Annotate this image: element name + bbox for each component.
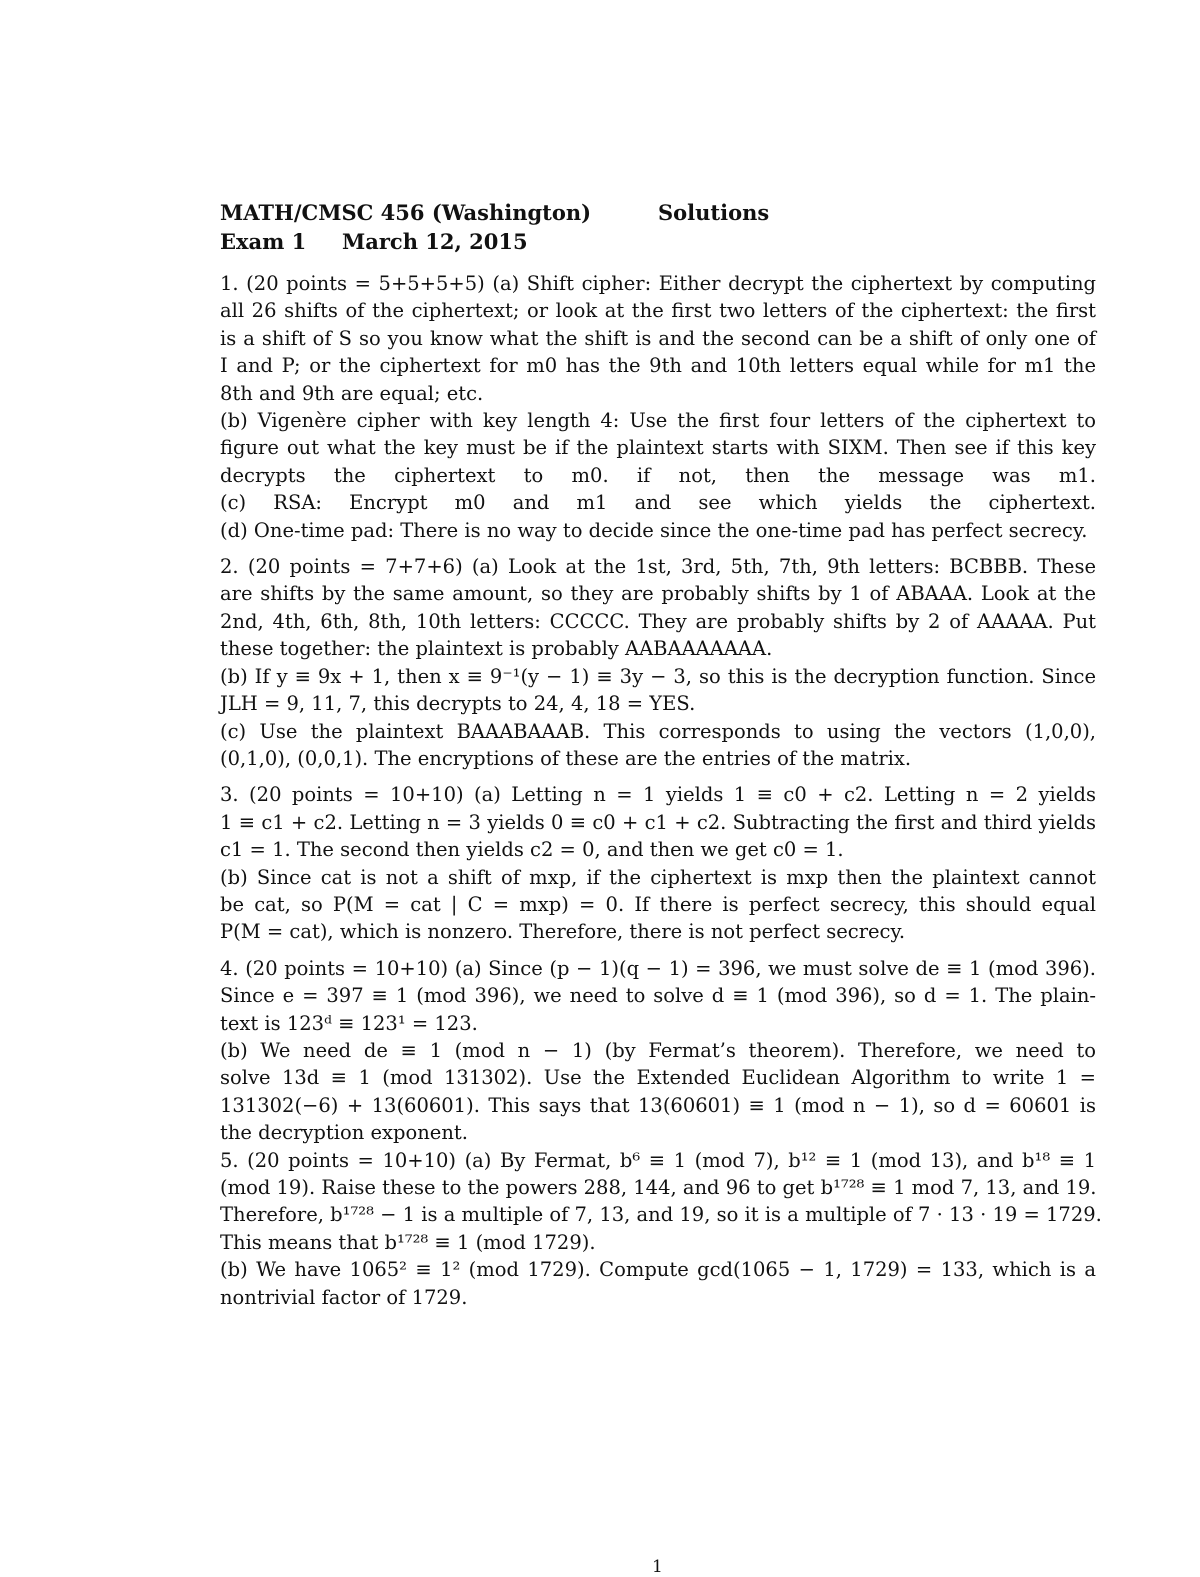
text-line: is a shift of S so you know what the shift is and the second can be a shift of only one of xyxy=(220,326,1096,350)
text-line: P(M = cat), which is nonzero. Therefore, there is not perfect secrecy. xyxy=(220,920,906,944)
problem-section xyxy=(220,955,1102,1311)
text-line: these together: the plaintext is probably AABAAAAAAA. xyxy=(220,637,773,661)
solutions-body xyxy=(220,270,1102,1311)
text-line: 8th and 9th are equal; etc. xyxy=(220,381,484,405)
text-line: the decryption exponent. xyxy=(220,1121,468,1145)
problem-section xyxy=(220,270,1096,544)
text-line: This means that b¹⁷²⁸ ≡ 1 (mod 1729). xyxy=(220,1230,596,1254)
text-line: 3. (20 points = 10+10) (a) Letting n = 1 yields 1 ≡ c0 + c2. Letting n = 2 yields xyxy=(220,783,1096,807)
text-line: 2. (20 points = 7+7+6) (a) Look at the 1st, 3rd, 5th, 7th, 9th letters: BCBBB. These xyxy=(220,555,1096,579)
text-line: (c) RSA: Encrypt m0 and m1 and see which yields the ciphertext. xyxy=(220,491,1096,515)
text-line: Since e = 397 ≡ 1 (mod 396), we need to solve d ≡ 1 (mod 396), so d = 1. The plain- xyxy=(220,984,1096,1008)
text-line: 5. (20 points = 10+10) (a) By Fermat, b⁶ ≡ 1 (mod 7), b¹² ≡ 1 (mod 13), and b¹⁸ ≡ 1 xyxy=(220,1148,1096,1172)
text-line: (b) We need de ≡ 1 (mod n − 1) (by Fermat’s theorem). Therefore, we need to xyxy=(220,1038,1096,1062)
text-line: solve 13d ≡ 1 (mod 131302). Use the Extended Euclidean Algorithm to write 1 = xyxy=(220,1066,1096,1090)
text-line: c1 = 1. The second then yields c2 = 0, and then we get c0 = 1. xyxy=(220,838,844,862)
text-line: (d) One-time pad: There is no way to decide since the one-time pad has perfect secrecy. xyxy=(220,518,1088,542)
course-title: MATH/CMSC 456 (Washington) xyxy=(220,200,592,225)
problem-section xyxy=(220,781,1096,945)
text-line: (c) Use the plaintext BAAABAAAB. This corresponds to using the vectors (1,0,0), xyxy=(220,719,1096,743)
document-page xyxy=(220,198,1102,1311)
text-line: 4. (20 points = 10+10) (a) Since (p − 1)(q − 1) = 396, we must solve de ≡ 1 (mod 396). xyxy=(220,956,1096,980)
text-line: 2nd, 4th, 6th, 8th, 10th letters: CCCCC. They are probably shifts by 2 of AAAAA. Put xyxy=(220,609,1096,633)
text-line: figure out what the key must be if the plaintext starts with SIXM. Then see if this key xyxy=(220,436,1096,460)
text-line: text is 123ᵈ ≡ 123¹ = 123. xyxy=(220,1011,478,1035)
text-line: 131302(−6) + 13(60601). This says that 13(60601) ≡ 1 (mod n − 1), so d = 60601 is xyxy=(220,1093,1096,1117)
document-header xyxy=(220,198,1096,256)
text-line: decrypts the ciphertext to m0. if not, then the message was m1. xyxy=(220,463,1096,487)
solutions-label: Solutions xyxy=(658,200,770,225)
exam-label: Exam 1 xyxy=(220,229,307,254)
text-line: (b) We have 1065² ≡ 1² (mod 1729). Compute gcd(1065 − 1, 1729) = 133, which is a xyxy=(220,1258,1096,1282)
text-line: (b) If y ≡ 9x + 1, then x ≡ 9⁻¹(y − 1) ≡ 3y − 3, so this is the decryption function. Since xyxy=(220,664,1096,688)
text-line: JLH = 9, 11, 7, this decrypts to 24, 4, 18 = YES. xyxy=(220,692,696,716)
text-line: (mod 19). Raise these to the powers 288, 144, and 96 to get b¹⁷²⁸ ≡ 1 mod 7, 13, and 19. xyxy=(220,1176,1097,1199)
text-line: nontrivial factor of 1729. xyxy=(220,1285,468,1309)
text-line: Therefore, b¹⁷²⁸ − 1 is a multiple of 7, 13, and 19, so it is a multiple of 7 · 13 · 19 = 1729. xyxy=(220,1203,1102,1227)
text-line: be cat, so P(M = cat | C = mxp) = 0. If there is perfect secrecy, this should equal xyxy=(220,892,1096,916)
text-line: 1 ≡ c1 + c2. Letting n = 3 yields 0 ≡ c0 + c1 + c2. Subtracting the first and third yields xyxy=(220,810,1096,834)
page-number: 1 xyxy=(652,1557,663,1577)
text-line: I and P; or the ciphertext for m0 has the 9th and 10th letters equal while for m1 the xyxy=(220,354,1096,378)
text-line: 1. (20 points = 5+5+5+5) (a) Shift cipher: Either decrypt the ciphertext by computing xyxy=(220,272,1096,295)
text-line: (b) Vigenère cipher with key length 4: Use the first four letters of the ciphertext to xyxy=(220,409,1096,433)
text-line: (0,1,0), (0,0,1). The encryptions of these are the entries of the matrix. xyxy=(220,746,912,770)
text-line: all 26 shifts of the ciphertext; or look at the first two letters of the ciphertext: the first xyxy=(220,299,1096,323)
text-line: (b) Since cat is not a shift of mxp, if the ciphertext is mxp then the plaintext cannot xyxy=(220,865,1096,889)
text-line: are shifts by the same amount, so they are probably shifts by 1 of ABAAA. Look at the xyxy=(220,582,1096,606)
problem-section xyxy=(220,553,1096,772)
exam-date: March 12, 2015 xyxy=(342,229,528,254)
